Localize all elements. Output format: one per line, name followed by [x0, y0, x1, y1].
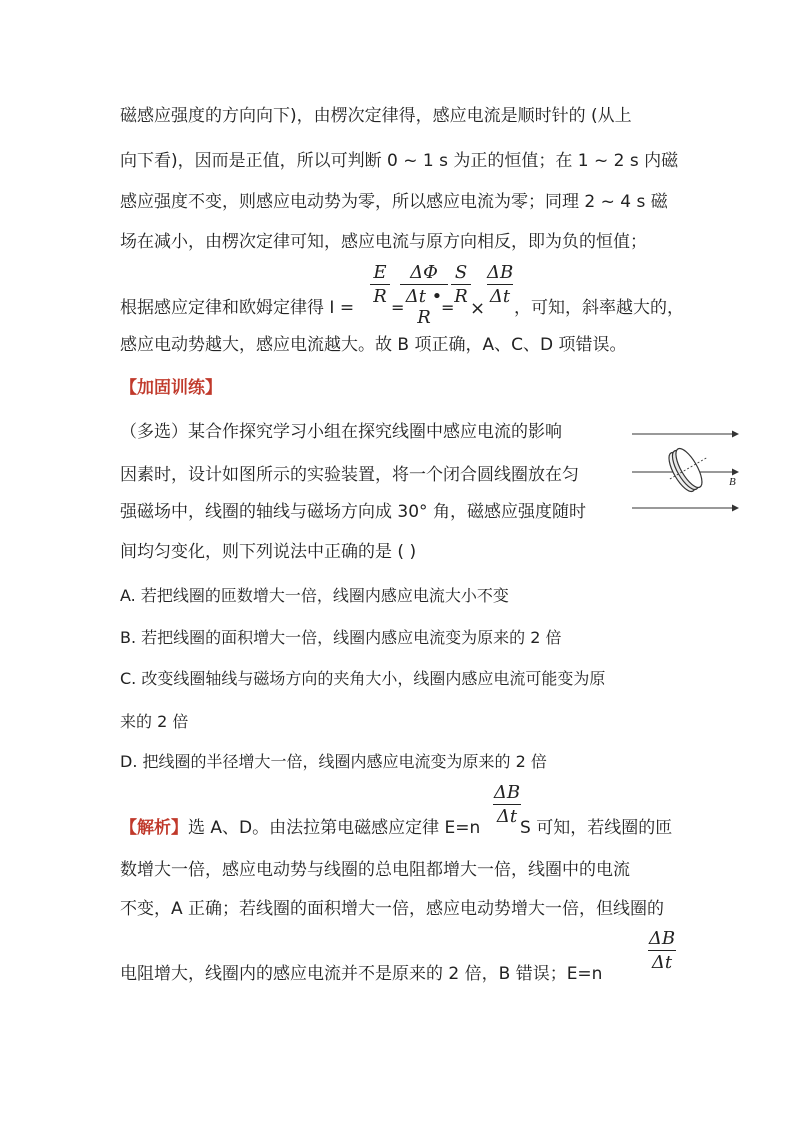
analysis-line-3: 不变，A 正确；若线圈的面积增大一倍，感应电动势增大一倍，但线圈的	[120, 899, 665, 919]
fraction-denominator: Δt	[651, 952, 673, 973]
fraction-numerator: ΔB	[493, 782, 521, 803]
times-sign: ×	[470, 298, 486, 319]
analysis-line-2: 数增大一倍，感应电动势与线圈的总电阻都增大一倍，线圈中的电流	[120, 860, 630, 880]
analysis-label: 【解析】	[120, 818, 188, 838]
solution-line-3: 感应强度不变，则感应电动势为零，所以感应电流为零；同理 2 ~ 4 s 磁	[120, 192, 668, 212]
reinforce-heading: 【加固训练】	[120, 378, 222, 398]
fraction-numerator: ΔB	[648, 928, 676, 949]
fraction-denominator: R	[454, 286, 468, 307]
question-line-4: 间均匀变化，则下列说法中正确的是 ( )	[120, 542, 417, 562]
solution-formula-line	[120, 296, 354, 320]
coil-diagram	[630, 420, 745, 520]
fraction-numerator: ΔΦ	[410, 262, 438, 283]
solution-line-4: 场在减小，由楞次定律可知，感应电流与原方向相反，即为负的恒值；	[120, 232, 647, 252]
fraction-dB-over-dt-analysis-2	[648, 928, 676, 973]
solution-line-2: 向下看)，因而是正值，所以可判断 0 ~ 1 s 为正的恒值；在 1 ~ 2 s 内磁	[120, 151, 679, 171]
fraction-numerator: ΔB	[487, 262, 514, 283]
fraction-E-over-R	[370, 262, 390, 307]
option-a: A. 若把线圈的匝数增大一倍，线圈内感应电流大小不变	[120, 586, 509, 605]
analysis-text-pre: 选 A、D。由法拉第电磁感应定律 E=n	[188, 818, 481, 838]
formula-prefix: 根据感应定律和欧姆定律得 I =	[120, 298, 355, 318]
fraction-S-over-R	[451, 262, 471, 307]
option-c-continued: 来的 2 倍	[120, 712, 189, 731]
question-line-2: 因素时，设计如图所示的实验装置，将一个闭合圆线圈放在匀	[120, 465, 579, 485]
analysis-line-1	[120, 816, 480, 840]
fraction-denominator: R	[373, 286, 387, 307]
option-d: D. 把线圈的半径增大一倍，线圈内感应电流变为原来的 2 倍	[120, 752, 547, 771]
fraction-numerator: S	[454, 262, 468, 283]
fraction-denominator: Δt	[496, 806, 518, 827]
question-line-1: （多选）某合作探究学习小组在探究线圈中感应电流的影响	[120, 422, 562, 442]
equals-sign: =	[441, 298, 455, 317]
fraction-numerator: E	[373, 262, 387, 283]
question-line-3: 强磁场中，线圈的轴线与磁场方向成 30° 角，磁感应强度随时	[120, 502, 586, 522]
fraction-dB-over-dt-analysis	[493, 782, 521, 827]
equals-sign: =	[391, 298, 405, 317]
fraction-dB-over-dt	[487, 262, 513, 307]
formula-suffix: ，可知，斜率越大的，	[514, 298, 684, 318]
analysis-text-post: S 可知，若线圈的匝	[520, 818, 673, 838]
option-b: B. 若把线圈的面积增大一倍，线圈内感应电流变为原来的 2 倍	[120, 628, 562, 647]
option-c: C. 改变线圈轴线与磁场方向的夹角大小，线圈内感应电流可能变为原	[120, 669, 606, 688]
field-label-B: B	[729, 476, 736, 488]
solution-line-1: 磁感应强度的方向向下)，由楞次定律得，感应电流是顺时针的 (从上	[120, 106, 632, 126]
analysis-line-4: 电阻增大，线圈内的感应电流并不是原来的 2 倍，B 错误；E=n	[120, 964, 603, 984]
fraction-dphi-over-dtR	[400, 262, 448, 328]
solution-conclusion: 感应电动势越大，感应电流越大。故 B 项正确，A、C、D 项错误。	[120, 335, 627, 355]
fraction-denominator: Δt	[489, 286, 511, 307]
fraction-denominator: Δt • R	[405, 286, 443, 328]
